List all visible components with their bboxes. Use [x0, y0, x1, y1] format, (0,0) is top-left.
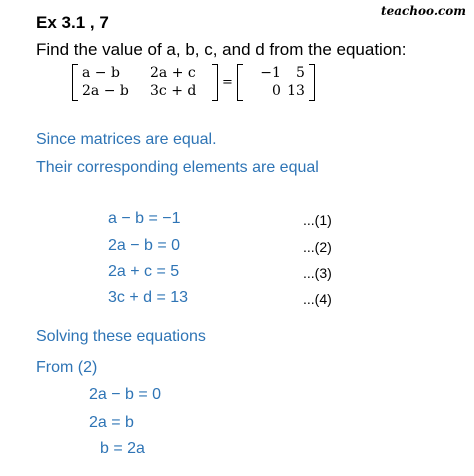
right-matrix [237, 64, 315, 101]
matrix-cell: 13 [287, 83, 305, 99]
equation-4: 3c + d = 13 [108, 289, 189, 306]
matrix-cell: 0 [271, 83, 281, 99]
problem-statement: Find the value of a, b, c, and d from the equation: [36, 40, 407, 59]
equation-ref-2: ...(2) [303, 239, 332, 255]
solving-heading: Solving these equations [36, 328, 206, 345]
matrix-cell: 2a − b [82, 83, 129, 99]
equation-ref-1: ...(1) [303, 212, 332, 228]
exercise-title: Ex 3.1 , 7 [36, 13, 109, 32]
equation-2: 2a − b = 0 [108, 237, 181, 254]
solution-line-1: Since matrices are equal. [36, 131, 217, 148]
matrix-cell: 2a + c [150, 65, 196, 81]
equation-1: a − b = −1 [108, 210, 181, 227]
teachoo-logo: teachoo.com [381, 4, 466, 18]
work-step-2: 2a = b [89, 414, 134, 431]
matrix-cell: −1 [260, 65, 281, 81]
solution-line-2: Their corresponding elements are equal [36, 159, 319, 176]
right-bracket [309, 64, 315, 101]
equals-sign: = [222, 75, 233, 90]
matrix-equation [72, 64, 315, 101]
equation-ref-4: ...(4) [303, 291, 332, 307]
left-matrix [72, 64, 218, 101]
right-bracket [212, 64, 218, 101]
matrix-cell: 5 [295, 65, 305, 81]
equation-ref-3: ...(3) [303, 265, 332, 281]
work-step-1: 2a − b = 0 [89, 386, 162, 403]
work-step-3: b = 2a [100, 440, 145, 457]
matrix-cell: 3c + d [150, 83, 197, 99]
matrix-cell: a − b [82, 65, 120, 81]
equation-3: 2a + c = 5 [108, 263, 180, 280]
from-label: From (2) [36, 359, 98, 376]
